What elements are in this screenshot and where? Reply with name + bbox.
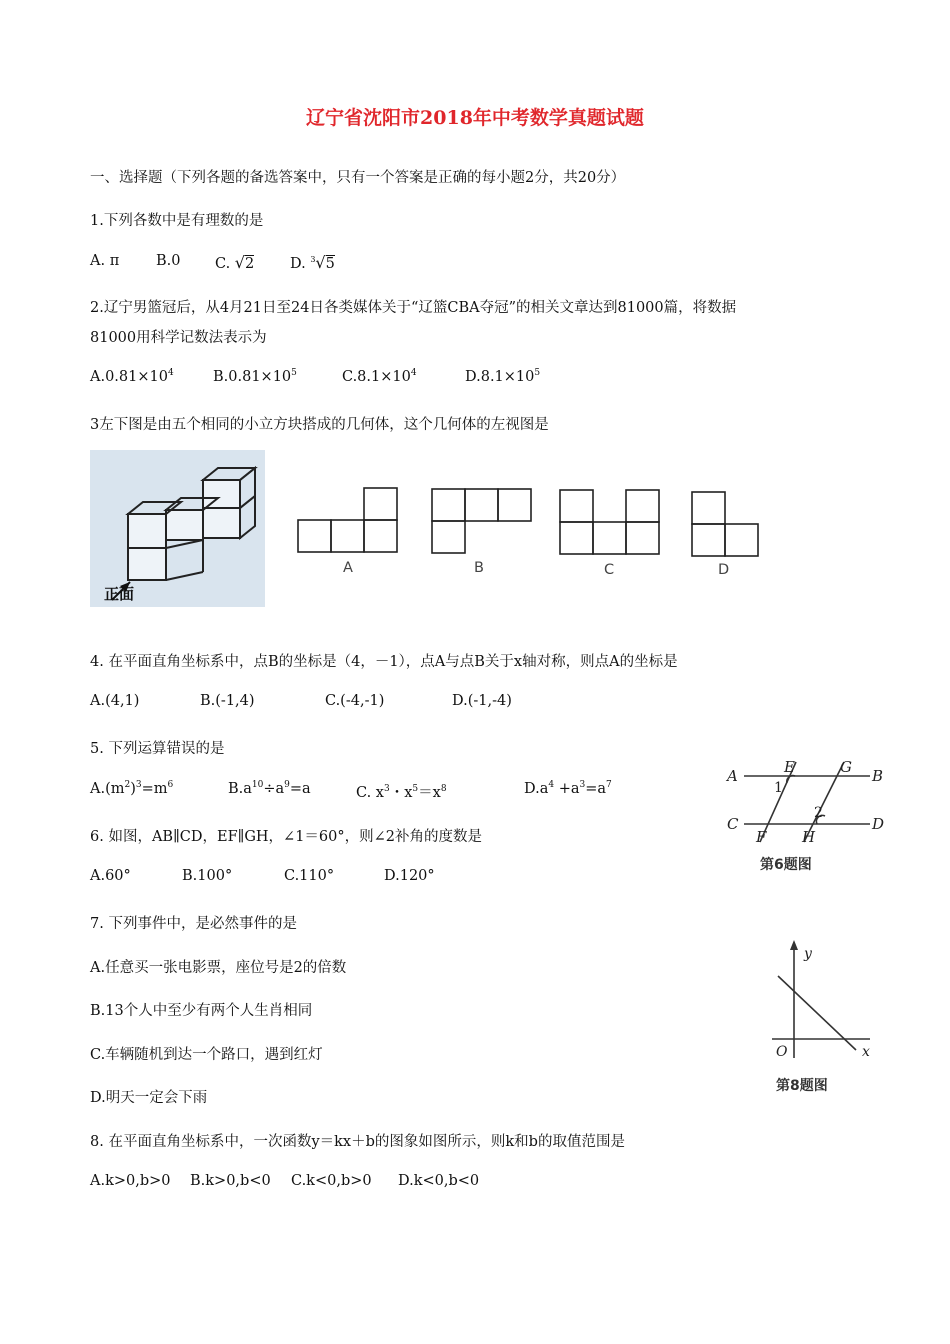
q3-label-c: C [604, 562, 615, 578]
q6-label-b: B [872, 767, 884, 785]
q5-option-a: $A.(m^2)^3=m^6$ [90, 780, 174, 797]
q8-figure [752, 938, 882, 1098]
q6-option-b: B.100° [182, 868, 233, 884]
q7-option-d: D.明天一定会下雨 [90, 1090, 208, 1106]
q3-label-b: B [474, 560, 484, 576]
q3-label-a: A [343, 560, 353, 576]
q3-stem: 3左下图是由五个相同的小立方块搭成的几何体，这个几何体的左视图是 [90, 417, 549, 433]
q6-caption: 第6题图 [760, 857, 812, 873]
q3-view-d [690, 489, 762, 559]
q8-y-label: y [804, 946, 812, 962]
q1-option-d: D. $^3$√5 [290, 253, 335, 272]
q6-label-c: C [727, 815, 739, 833]
q6-label-a: A [727, 767, 738, 785]
q6-figure [722, 752, 885, 880]
q8-option-c: C.k<0,b>0 [291, 1173, 372, 1189]
q2-option-c: $C.8.1\times 10^4$ [342, 368, 417, 385]
q5-stem: 5. 下列运算错误的是 [90, 741, 225, 757]
q7-option-a: A.任意买一张电影票，座位号是2的倍数 [90, 960, 347, 976]
q2-option-a: $A.0.81\times 10^4$ [90, 368, 174, 385]
q5-option-d: $D.a^4 +a^3=a^7$ [524, 780, 612, 797]
q3-label-d: D [718, 562, 730, 578]
q6-angle-1: 1 [774, 780, 783, 796]
q3-view-c [558, 487, 662, 557]
q4-option-a: A.(4,1) [90, 693, 140, 709]
q6-angle-2: 2 [814, 805, 823, 821]
q3-view-a [296, 485, 400, 555]
q6-label-f: F [756, 828, 767, 846]
q8-option-b: B.k>0,b<0 [190, 1173, 271, 1189]
q6-option-c: C.110° [284, 868, 335, 884]
q3-view-b [430, 486, 534, 556]
q6-label-e: E [784, 758, 795, 776]
section-heading: 一、选择题（下列各题的备选答案中，只有一个答案是正确的每小题2分，共20分） [90, 170, 626, 186]
q6-label-h: H [802, 828, 816, 846]
q4-option-c: C.(-4,-1) [325, 693, 385, 709]
q2-stem-line1: 2.辽宁男篮冠后，从4月21日至24日各类媒体关于“辽篮CBA夺冠”的相关文章达到81000篇，将数据 [90, 300, 737, 316]
q1-sqrt2: 2 [245, 256, 255, 272]
q8-origin-label: O [776, 1044, 788, 1060]
q3-front-label: 正面 [104, 585, 135, 603]
q5-option-b: $B.a^{10}\div a^9=a$ [228, 780, 311, 797]
q3-solid-figure [90, 450, 265, 607]
q7-option-b: B.13个人中至少有两个人生肖相同 [90, 1003, 313, 1019]
q1-option-a: A. π [90, 253, 120, 269]
q8-stem: 8. 在平面直角坐标系中，一次函数y＝kx＋b的图象如图所示，则k和b的取值范围是 [90, 1134, 625, 1150]
q2-option-b: $B.0.81\times 10^5$ [213, 368, 297, 385]
q5-option-c: C. $x^3$・$x^5=x^8$ [356, 784, 447, 801]
q7-stem: 7. 下列事件中，是必然事件的是 [90, 916, 297, 932]
q6-label-d: D [872, 815, 885, 833]
q1-option-b: B.0 [156, 253, 181, 269]
q1-stem: 1.下列各数中是有理数的是 [90, 213, 264, 229]
q6-label-g: G [840, 758, 852, 776]
q8-caption: 第8题图 [776, 1078, 828, 1094]
q2-stem-line2: 81000用科学记数法表示为 [90, 330, 267, 346]
q4-option-d: D.(-1,-4) [452, 693, 512, 709]
q2-option-d: $D.8.1\times 10^5$ [465, 368, 541, 385]
q7-option-c: C.车辆随机到达一个路口，遇到红灯 [90, 1047, 323, 1063]
page-title: 辽宁省沈阳市2018年中考数学真题试题 [306, 107, 644, 129]
q6-option-a: A.60° [90, 868, 131, 884]
q1-option-c: C. √2 [215, 253, 255, 272]
q6-stem: 6. 如图，AB∥CD，EF∥GH，∠1＝60°，则∠2补角的度数是 [90, 829, 483, 845]
q8-x-label: x [862, 1044, 870, 1060]
q4-option-b: B.(-1,4) [200, 693, 255, 709]
q6-option-d: D.120° [384, 868, 435, 884]
q8-option-d: D.k<0,b<0 [398, 1173, 480, 1189]
q4-stem: 4. 在平面直角坐标系中，点B的坐标是（4，－1），点A与点B关于x轴对称，则点A的坐标是 [90, 654, 678, 670]
q8-option-a: A.k>0,b>0 [90, 1173, 171, 1189]
